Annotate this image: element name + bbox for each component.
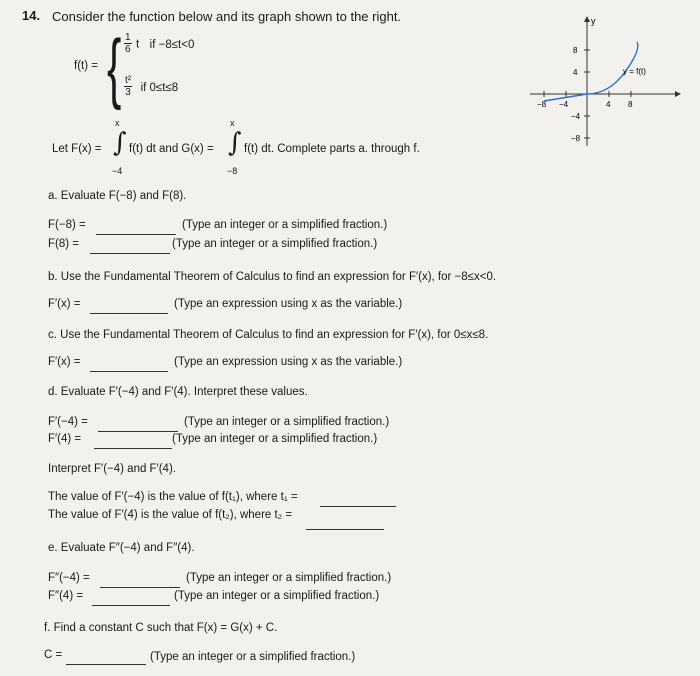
int2-body: f(t) dt. Complete parts a. through f. [244, 143, 420, 155]
let-F-label: Let F(x) = [52, 143, 102, 155]
part-b-label: F′(x) = [48, 298, 81, 310]
F-double-prime-neg4-answer-input[interactable] [100, 575, 180, 588]
piece-one-condition: if −8≤t<0 [149, 38, 195, 51]
part-e-heading: e. Evaluate F″(−4) and F″(4). [48, 542, 195, 554]
F-double-prime-4-answer-input[interactable] [92, 593, 170, 606]
curve-label: y = f(t) [623, 67, 646, 76]
y-tick-label: 8 [573, 46, 578, 55]
F-prime-neg4-answer-input[interactable] [98, 419, 178, 432]
piece-two-fraction: $\frac{\text{t²}}{3}$ [125, 75, 132, 98]
part-a-hint-1: (Type an integer or a simplified fraction.) [182, 219, 388, 231]
piece-two-condition: if 0≤t≤8 [140, 81, 179, 94]
x-tick-label: −8 [537, 100, 547, 109]
part-a-F-neg8-label: F(−8) = [48, 219, 86, 231]
x-tick-label: 4 [606, 100, 611, 109]
piecewise-brace: { [107, 23, 122, 111]
C-answer-input[interactable] [66, 652, 146, 665]
part-a-heading: a. Evaluate F(−8) and F(8). [48, 190, 187, 202]
part-d-interpret-1: The value of F′(−4) is the value of f(t₁), where t₁ = [48, 491, 298, 503]
part-d-hint-1: (Type an integer or a simplified fraction.) [184, 416, 390, 428]
x-axis-arrow [675, 91, 681, 97]
part-f-hint: (Type an integer or a simplified fraction.) [150, 651, 356, 663]
part-d-heading: d. Evaluate F′(−4) and F′(4). Interpret these values. [48, 386, 308, 398]
int1-upper: x [115, 118, 120, 128]
part-a-hint-2: (Type an integer or a simplified fraction.) [172, 238, 378, 250]
y-axis-arrow [584, 16, 590, 22]
y-tick-label: −8 [571, 134, 581, 143]
int2-upper: x [230, 118, 235, 128]
x-tick-label: 8 [628, 100, 633, 109]
y-tick-label: 4 [573, 68, 578, 77]
y-tick-label: −4 [571, 112, 581, 121]
int1-body: f(t) dt and G(x) = [129, 143, 214, 155]
part-d-interpret-heading: Interpret F′(−4) and F′(4). [48, 463, 176, 475]
part-b-heading: b. Use the Fundamental Theorem of Calculus to find an expression for F′(x), for −8≤x<0. [48, 271, 497, 283]
part-e-F-double-prime-4-label: F″(4) = [48, 590, 84, 602]
integral-sign-1: ∫ [113, 128, 127, 158]
t2-answer-input[interactable] [306, 517, 384, 530]
part-e-hint-1: (Type an integer or a simplified fraction.) [186, 572, 392, 584]
part-c-heading: c. Use the Fundamental Theorem of Calculus to find an expression for F′(x), for 0≤x≤8. [48, 329, 489, 341]
part-f-label: C = [44, 649, 63, 661]
f-label: f(t) = [74, 60, 98, 72]
part-b-hint: (Type an expression using x as the variable.) [174, 298, 403, 310]
function-graph [525, 12, 685, 152]
part-d-F-prime-neg4-label: F′(−4) = [48, 416, 88, 428]
part-a-F-8-label: F(8) = [48, 238, 79, 250]
F-prime-4-answer-input[interactable] [94, 436, 172, 449]
F-neg8-answer-input[interactable] [96, 222, 176, 235]
problem-number: 14. [22, 8, 41, 23]
part-e-hint-2: (Type an integer or a simplified fraction.) [174, 590, 380, 602]
int2-lower: −8 [227, 166, 238, 176]
part-f-heading: f. Find a constant C such that F(x) = G(x) + C. [44, 622, 278, 634]
integral-sign-2: ∫ [228, 128, 242, 158]
F-8-answer-input[interactable] [90, 241, 170, 254]
part-d-interpret-2: The value of F′(4) is the value of f(t₂), where t₂ = [48, 509, 293, 521]
piece-two [124, 75, 178, 98]
part-c-hint: (Type an expression using x as the variable.) [174, 356, 403, 368]
problem-prompt: Consider the function below and its graph shown to the right. [52, 9, 402, 24]
part-e-F-double-prime-neg4-label: F″(−4) = [48, 572, 90, 584]
y-axis-label: y [591, 16, 596, 26]
t1-answer-input[interactable] [320, 494, 396, 507]
part-c-answer-input[interactable] [90, 359, 168, 372]
x-tick-label: −4 [559, 100, 569, 109]
part-d-hint-2: (Type an integer or a simplified fraction.) [172, 433, 378, 445]
piece-one-fraction: $\frac{1}{6}$ [125, 32, 131, 55]
part-d-F-prime-4-label: F′(4) = [48, 433, 82, 445]
part-c-label: F′(x) = [48, 356, 81, 368]
part-b-answer-input[interactable] [90, 301, 168, 314]
int1-lower: −4 [112, 166, 123, 176]
piece-one: $\frac{1}{6}$ t if −8≤t<0 [125, 32, 195, 55]
